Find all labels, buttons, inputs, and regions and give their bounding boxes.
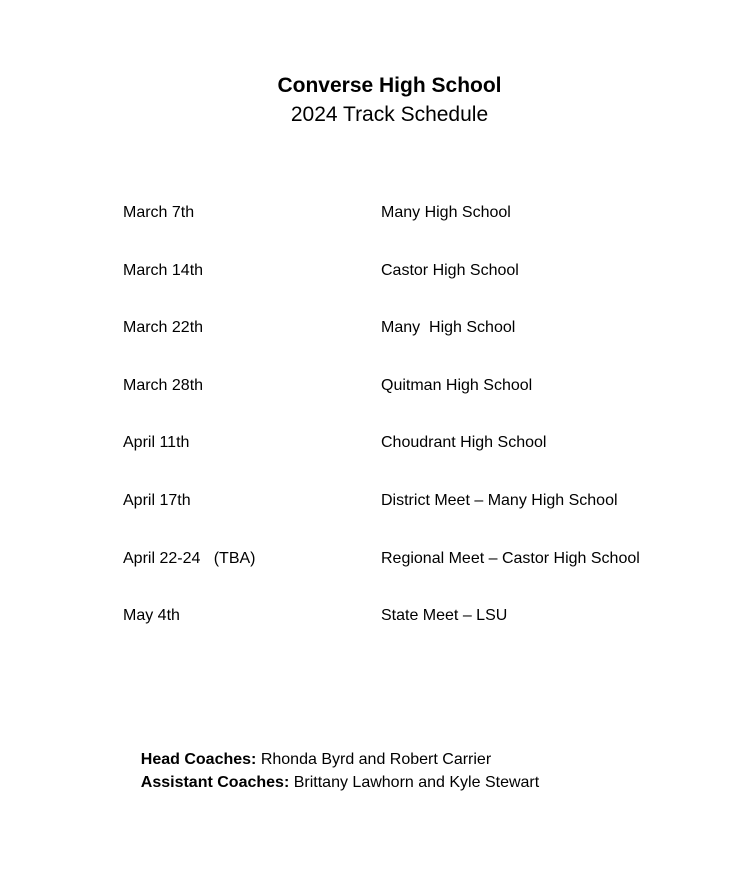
meet-date: March 22th bbox=[123, 319, 204, 336]
meet-date: March 7th bbox=[123, 204, 195, 221]
meet-location: District Meet – Many High School bbox=[381, 492, 618, 509]
meet-date: April 11th bbox=[123, 434, 190, 451]
schedule-subtitle: 2024 Track Schedule bbox=[290, 103, 489, 126]
meet-location: Many High School bbox=[381, 319, 516, 336]
school-title: Converse High School bbox=[277, 74, 502, 97]
schedule-row bbox=[0, 492, 742, 516]
meet-date: April 22-24 (TBA) bbox=[123, 550, 256, 567]
assistant-coaches-line bbox=[123, 756, 539, 810]
schedule-row bbox=[0, 434, 742, 458]
meet-location: Quitman High School bbox=[381, 377, 533, 394]
meet-location: State Meet – LSU bbox=[381, 607, 508, 624]
schedule-row bbox=[0, 550, 742, 574]
meet-date: March 28th bbox=[123, 377, 204, 394]
schedule-row bbox=[0, 262, 742, 286]
meet-location: Many High School bbox=[381, 204, 511, 221]
schedule-row bbox=[0, 319, 742, 343]
schedule-row bbox=[0, 204, 742, 228]
meet-location: Regional Meet – Castor High School bbox=[381, 550, 640, 567]
meet-date: April 17th bbox=[123, 492, 191, 509]
assistant-coaches-names: Brittany Lawhorn and Kyle Stewart bbox=[289, 774, 540, 791]
schedule-row bbox=[0, 377, 742, 401]
assistant-coaches-label: Assistant Coaches: bbox=[140, 774, 290, 791]
schedule-row bbox=[0, 607, 742, 631]
head-coaches-names: Rhonda Byrd and Robert Carrier bbox=[256, 751, 492, 768]
meet-date: March 14th bbox=[123, 262, 204, 279]
meet-location: Choudrant High School bbox=[381, 434, 547, 451]
meet-location: Castor High School bbox=[381, 262, 519, 279]
meet-date: May 4th bbox=[123, 607, 180, 624]
head-coaches-label: Head Coaches: bbox=[140, 751, 257, 768]
